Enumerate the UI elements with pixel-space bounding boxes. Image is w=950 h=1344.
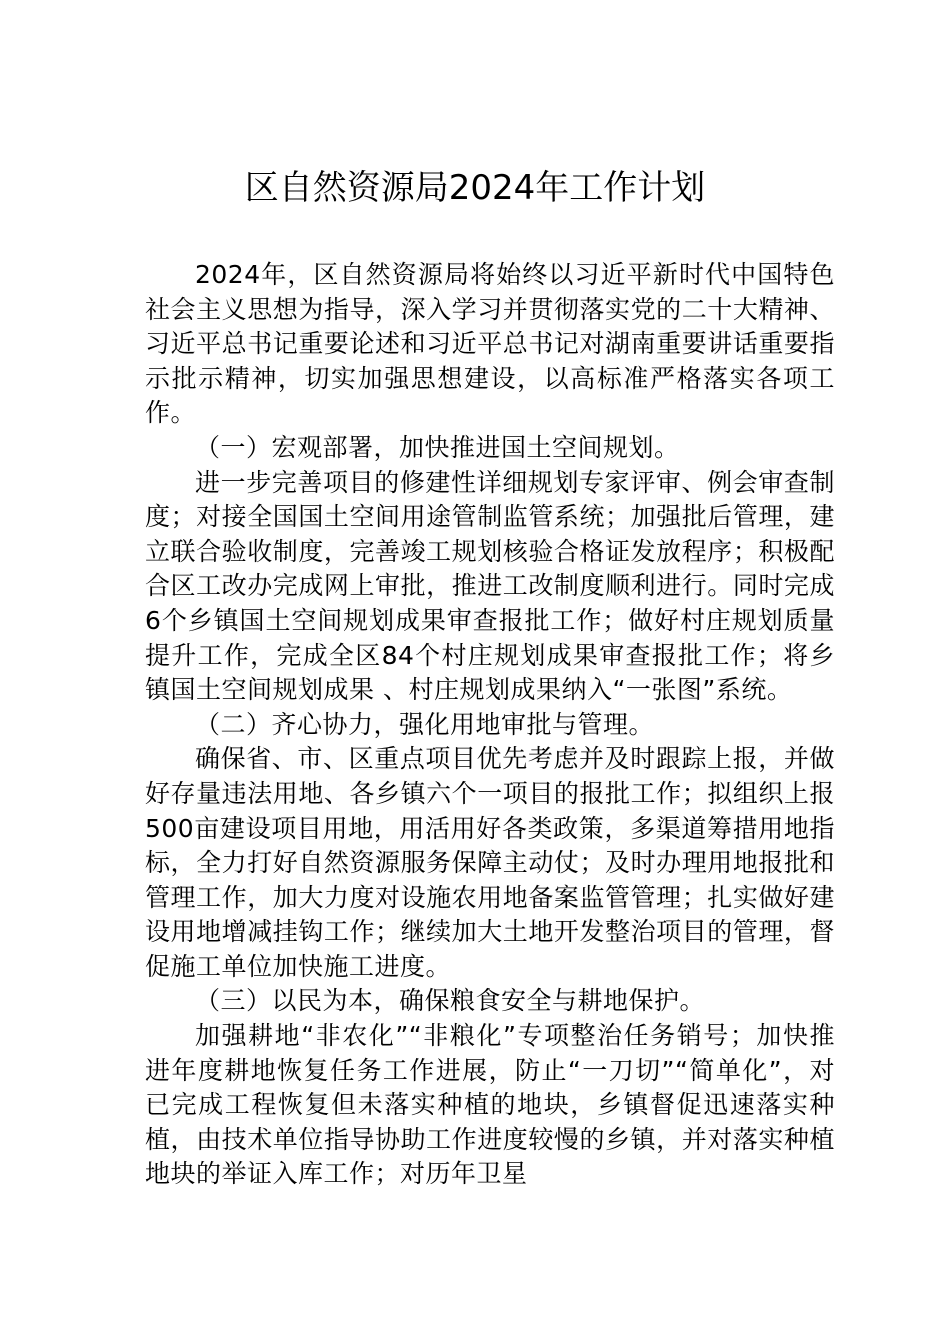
section-heading-2: （二）齐心协力，强化用地审批与管理。 <box>195 709 655 739</box>
paragraph-intro: 2024年，区自然资源局将始终以习近平新时代中国特色社会主义思想为指导，深入学习并贯彻落实党的二十大精神、习近平总书记重要论述和习近平总书记对湖南重要讲话重要指示批示精神，切实加强思想建设，以高标准严格落实各项工作。 <box>145 260 835 428</box>
document-body <box>145 258 835 1192</box>
paragraph-section-2: 确保省、市、区重点项目优先考虑并及时跟踪上报，并做好存量违法用地、各乡镇六个一项目的报批工作；拟组织上报500亩建设项目用地，用活用好各类政策，多渠道筹措用地指标，全力打好自然资源服务保障主动仗；及时办理用地报批和管理工作，加大力度对设施农用地备案监管管理；扎实做好建设用地增减挂钩工作；继续加大土地开发整治项目的管理，督促施工单位加快施工进度。 <box>145 744 835 981</box>
document-title: 区自然资源局2024年工作计划 <box>244 168 706 208</box>
paragraph-section-3: 加强耕地“非农化”“非粮化”专项整治任务销号；加快推进年度耕地恢复任务工作进展，防止“一刀切”“简单化”，对已完成工程恢复但未落实种植的地块，乡镇督促迅速落实种植，由技术单位指导协助工作进度较慢的乡镇，并对落实种植地块的举证入库工作；对历年卫星 <box>145 1021 835 1189</box>
section-heading-1: （一）宏观部署，加快推进国土空间规划。 <box>195 432 680 462</box>
paragraph-section-1: 进一步完善项目的修建性详细规划专家评审、例会审查制度；对接全国国土空间用途管制监管系统；加强批后管理，建立联合验收制度，完善竣工规划核验合格证发放程序；积极配合区工改办完成网上审批，推进工改制度顺利进行。同时完成6个乡镇国土空间规划成果审查报批工作；做好村庄规划质量提升工作，完成全区84个村庄规划成果审查报批工作；将乡镇国土空间规划成果 、村庄规划成果纳入“一张图”系统。 <box>145 467 835 705</box>
section-heading-3: （三）以民为本，确保粮食安全与耕地保护。 <box>195 986 706 1016</box>
